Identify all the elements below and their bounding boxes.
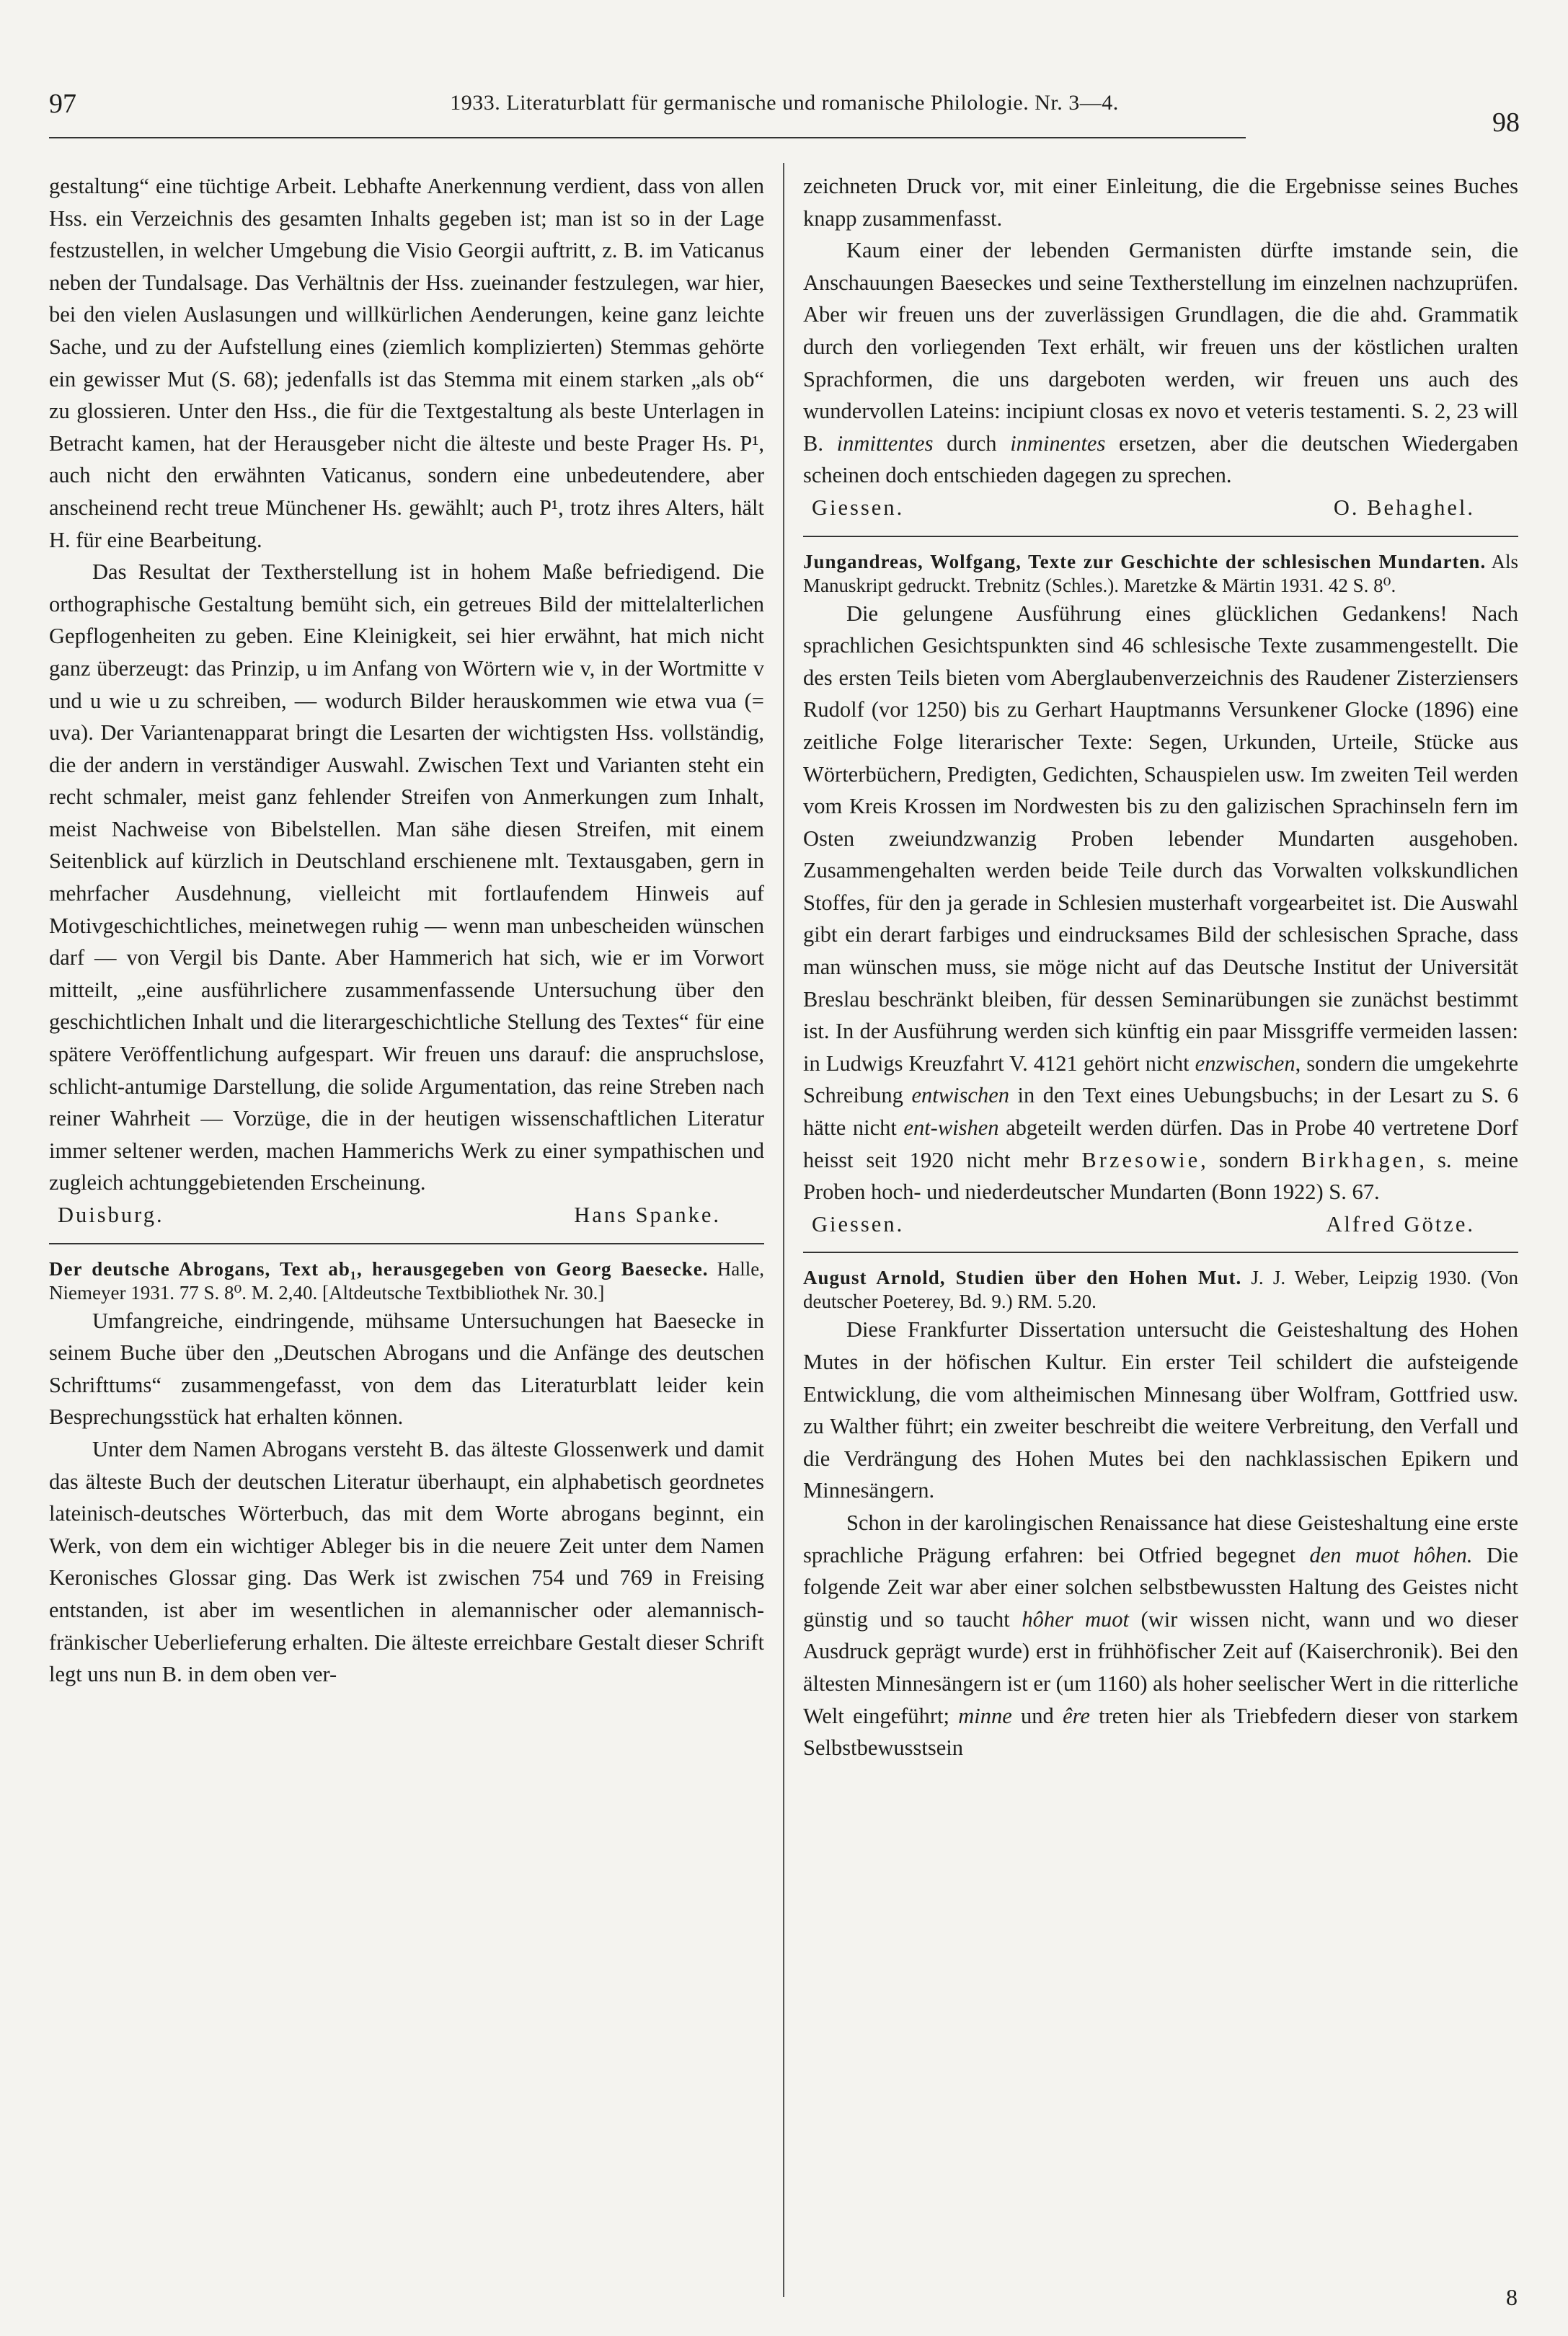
sheet-number: 8 [1506, 2284, 1518, 2310]
text-run: Die gelungene Ausführung eines glücklichen Gedankens! Nach sprachlichen Gesichtspunkten sind 46 schlesische Texte zusammengestellt. Die des ersten Teils bieten vom Aberglaubenverzeichnis des Raudener Zisterziensers Rudolf (vor 1250) bis zu Gerhart Hauptmanns Versunkener Glocke (1896) eine zeitliche Folge literarischer Texte: Segen, Urkunden, Urteile, Stücke aus Wörterbüchern, Predigten, Gedichten, Schauspielen usw. Im zweiten Teil werden vom Kreis Krossen im Nordwesten bis zu den galizischen Sprachinseln fern im Osten zweiundzwanzig Proben lebender Mundarten ausgehoben. Zusammengehalten werden beide Teile durch das Vorwalten volkskundlichen Stoffes, für den ja gerade in Schlesien musterhaft vorgearbeitet ist. Die Auswahl gibt ein derart farbiges und eindrucksames Bild der schlesischen Sprache, dass man wünschen muss, sie möge nicht auf das Deutsche Institut der Universität Breslau beschränkt bleiben, für dessen Seminarübungen sie zunächst bestimmt ist. In der Ausführung werden sich künftig ein paar Missgriffe vermeiden lassen: in Ludwigs Kreuzfahrt V. 4121 gehört nicht [803, 601, 1518, 1076]
text-run: , sondern [1200, 1147, 1289, 1172]
signature-place: Giessen. [812, 495, 905, 520]
signature-name: Alfred Götze. [1326, 1211, 1475, 1236]
section-rule [49, 1243, 764, 1244]
paragraph [803, 234, 1518, 492]
text-run: in den Text eines Uebungsbuchs; in der Lesart zu S. 6 hätte nicht [803, 1083, 1519, 1141]
signature-place: Giessen. [812, 1211, 905, 1236]
right-column [803, 170, 1518, 1764]
text-run: treten hier als Triebfedern dieser von starkem Selbstbewusstsein [803, 1703, 1518, 1761]
paragraph: Unter dem Namen Abrogans versteht B. das älteste Glossenwerk und damit das älteste Buch der deutschen Literatur überhaupt, ein alphabetisch geordnetes lateinisch-deutsches Wörterbuch, das mit dem Worte abrogans beginnt, ein Werk, von dem ein wichtiger Ableger bis in die neuere Zeit unter dem Namen Keronisches Glossar ging. Das Werk ist zwischen 754 und 769 in Freising entstanden, ist aber im wesentlichen in alemannischer oder alemannisch-fränkischer Ueberlieferung erhalten. Die älteste erreichbare Gestalt dieser Schrift legt uns nun B. in dem oben ver- [49, 1436, 764, 1687]
italic-term: den muot hôhen. [1309, 1542, 1473, 1567]
italic-term: ent-wishen [903, 1115, 999, 1141]
italic-term: entwischen [911, 1083, 1009, 1108]
review-heading-details: Halle, Niemeyer 1931. 77 S. 8⁰. M. 2,40. [Altdeutsche Textbibliothek Nr. 30.] [49, 1257, 764, 1304]
paragraph [803, 1507, 1518, 1764]
text-run: durch [947, 430, 997, 456]
review-heading [49, 1257, 764, 1305]
text-run: und [1021, 1703, 1054, 1728]
review-heading [803, 1266, 1518, 1314]
italic-term: êre [1063, 1703, 1090, 1728]
review-heading-details: J. J. Weber, Leipzig 1930. (Von deutscher Poeterey, Bd. 9.) RM. 5.20. [803, 1267, 1519, 1313]
signature-name: Hans Spanke. [574, 1203, 721, 1227]
section-rule [803, 536, 1518, 537]
signature-place: Duisburg. [58, 1203, 164, 1227]
text-run: , sondern die umgekehrte Schreibung [803, 1050, 1518, 1108]
review-heading-details: Als Manuskript gedruckt. Trebnitz (Schles.). Maretzke & Märtin 1931. 42 S. 8⁰. [803, 550, 1518, 596]
spaced-term: Brzesowie [1081, 1147, 1201, 1172]
signature [803, 492, 1518, 524]
paragraph [803, 598, 1518, 1208]
paragraph: gestaltung“ eine tüchtige Arbeit. Lebhafte Anerkennung verdient, dass von allen Hss. ein Verzeichnis des gesamten Inhalts gegeben ist; man ist so in der Lage festzustellen, in welcher Umgebung die Visio Georgii auftritt, z. B. im Vaticanus neben der Tundalsage. Das Verhältnis der Hss. zueinander festzulegen, war hier, bei den vielen Auslasungen und willkürlichen Aenderungen, keine ganz leichte Sache, und zu der Aufstellung eines (ziemlich komplizierten) Stemmas gehörte ein gewisser Mut (S. 68); jedenfalls ist das Stemma mit einem starken „als ob“ zu glossieren. Unter den Hss., die für die Textgestaltung als beste Unterlagen in Betracht kamen, hat der Herausgeber nicht die älteste und beste Prager Hs. P¹, auch nicht den erwähnten Vaticanus, sondern eine unbedeutendere, aber anscheinend recht treue Münchener Hs. gewählt; auch P¹, trotz ihres Alters, hält H. für eine Bearbeitung. [49, 174, 764, 552]
text-run: (wir wissen nicht, wann und wo dieser Ausdruck geprägt wurde) erst in frühhöfischer Zeit auf (Kaiserchronik). Bei den ältesten Minnesängern ist er (um 1160) als hoher seelischer Wert in die ritterliche Welt eingeführt; [803, 1606, 1519, 1728]
column-divider [783, 163, 784, 2297]
review-heading-title: Der deutsche Abrogans, Text ab₁, herausgegeben von Georg Baesecke. [49, 1257, 709, 1280]
paragraph: Umfangreiche, eindringende, mühsame Untersuchungen hat Baesecke in seinem Buche über den „Deutschen Abrogans und die Anfänge des deutschen Schrifttums“ zusammengefasst, von dem das Literaturblatt leider kein Besprechungsstück hat erhalten können. [49, 1308, 764, 1430]
italic-term: enzwischen [1195, 1050, 1295, 1076]
text-run: Schon in der karolingischen Renaissance hat diese Geisteshaltung eine erste sprachliche Prägung erfahren: bei Otfried begegnet [803, 1510, 1518, 1567]
spaced-term: Birkhagen [1301, 1147, 1419, 1172]
section-rule [803, 1252, 1518, 1253]
italic-term: inmittentes [836, 430, 934, 456]
italic-term: minne [958, 1703, 1012, 1728]
signature [49, 1199, 764, 1231]
paragraph: zeichneten Druck vor, mit einer Einleitung, die die Ergebnisse seines Buches knapp zusammenfasst. [803, 174, 1518, 231]
text-run: abgeteilt werden dürfen. Das in Probe 40 vertretene Dorf heisst seit 1920 nicht mehr [803, 1115, 1519, 1172]
italic-term: inminentes [1010, 430, 1106, 456]
page-header [49, 85, 1520, 143]
review-heading-title: August Arnold, Studien über den Hohen Mut. [803, 1267, 1242, 1289]
header-rule [49, 137, 1246, 138]
page-number-left: 97 [49, 89, 76, 119]
text-run: , s. meine Proben hoch- und niederdeutscher Mundarten (Bonn 1922) S. 67. [803, 1147, 1518, 1205]
review-heading-title: Jungandreas, Wolfgang, Texte zur Geschichte der schlesischen Mundarten. [803, 550, 1487, 572]
text-run: ersetzen, aber die deutschen Wiedergaben scheinen doch entschieden dagegen zu sprechen. [803, 430, 1519, 488]
running-title: 1933. Literaturblatt für germanische und romanische Philologie. Nr. 3—4. [450, 91, 1119, 115]
review-heading [803, 550, 1518, 598]
paragraph: Diese Frankfurter Dissertation untersucht die Geisteshaltung des Hohen Mutes in der höfischen Kultur. Ein erster Teil schildert die aufsteigende Entwicklung, die vom altheimischen Minnesang über Wolfram, Gottfried usw. zu Walther führt; ein zweiter beschreibt die weitere Verbreitung, den Verfall und die Verdrängung des Hohen Mutes bei den nachklassischen Epikern und Minnesängern. [803, 1317, 1518, 1503]
text-run: Kaum einer der lebenden Germanisten dürfte imstande sein, die Anschauungen Baeseckes und seine Textherstellung im einzelnen nachzuprüfen. Aber wir freuen uns der zuverlässigen Grundlagen, die die ahd. Grammatik durch den vorliegenden Text erhält, wir freuen uns der köstlichen uralten Sprachformen, die uns dargeboten werden, wir freuen uns auch des wundervollen Lateins: incipiunt closas ex novo et veteris testamenti. S. 2, 23 will B. [803, 238, 1518, 456]
text-run: Die folgende Zeit war aber einer solchen selbstbewussten Haltung des Geistes nicht günstig und so taucht [803, 1542, 1519, 1632]
page-number-right: 98 [1492, 107, 1520, 138]
signature [803, 1208, 1518, 1241]
signature-name: O. Behaghel. [1333, 495, 1475, 520]
left-column [49, 170, 764, 1691]
paragraph: Das Resultat der Textherstellung ist in hohem Maße befriedigend. Die orthographische Gestaltung bemüht sich, ein getreues Bild der mittelalterlichen Gepflogenheiten zu geben. Eine Kleinigkeit, sei hier erwähnt, hat mich nicht ganz überzeugt: das Prinzip, u im Anfang von Wörtern wie v, in der Wortmitte v und u wie u zu schreiben, — wodurch Bilder herauskommen wie etwa vua (= uva). Der Variantenapparat bringt die Lesarten der wichtigsten Hss. vollständig, die der andern in verständiger Auswahl. Zwischen Text und Varianten steht ein recht schmaler, meist ganz fehlender Streifen von Anmerkungen zum Inhalt, meist Nachweise von Bibelstellen. Man sähe diesen Streifen, mit einem Seitenblick auf kürzlich in Deutschland erschienene mlt. Textausgaben, gern in mehrfacher Ausdehnung, vielleicht mit fortlaufendem Hinweis auf Motivgeschichtliches, meinetwegen ruhig — wenn man unbescheiden wünschen darf — von Vergil bis Dante. Aber Hammerich hat sich, wie er im Vorwort mitteilt, „eine ausführlichere zusammenfassende Untersuchung über den geschichtlichen Inhalt und die literargeschichtliche Stellung des Textes“ für eine spätere Veröffentlichung aufgespart. Wir freuen uns darauf: die anspruchslose, schlicht-antumige Darstellung, die solide Argumentation, das reine Streben nach reiner Wahrheit — Vorzüge, die in der heutigen wissenschaftlichen Literatur immer seltener werden, machen Hammerichs Werk zu einer sympathischen und zugleich achtunggebietenden Erscheinung. [49, 559, 764, 1195]
italic-term: hôher muot [1022, 1606, 1129, 1632]
